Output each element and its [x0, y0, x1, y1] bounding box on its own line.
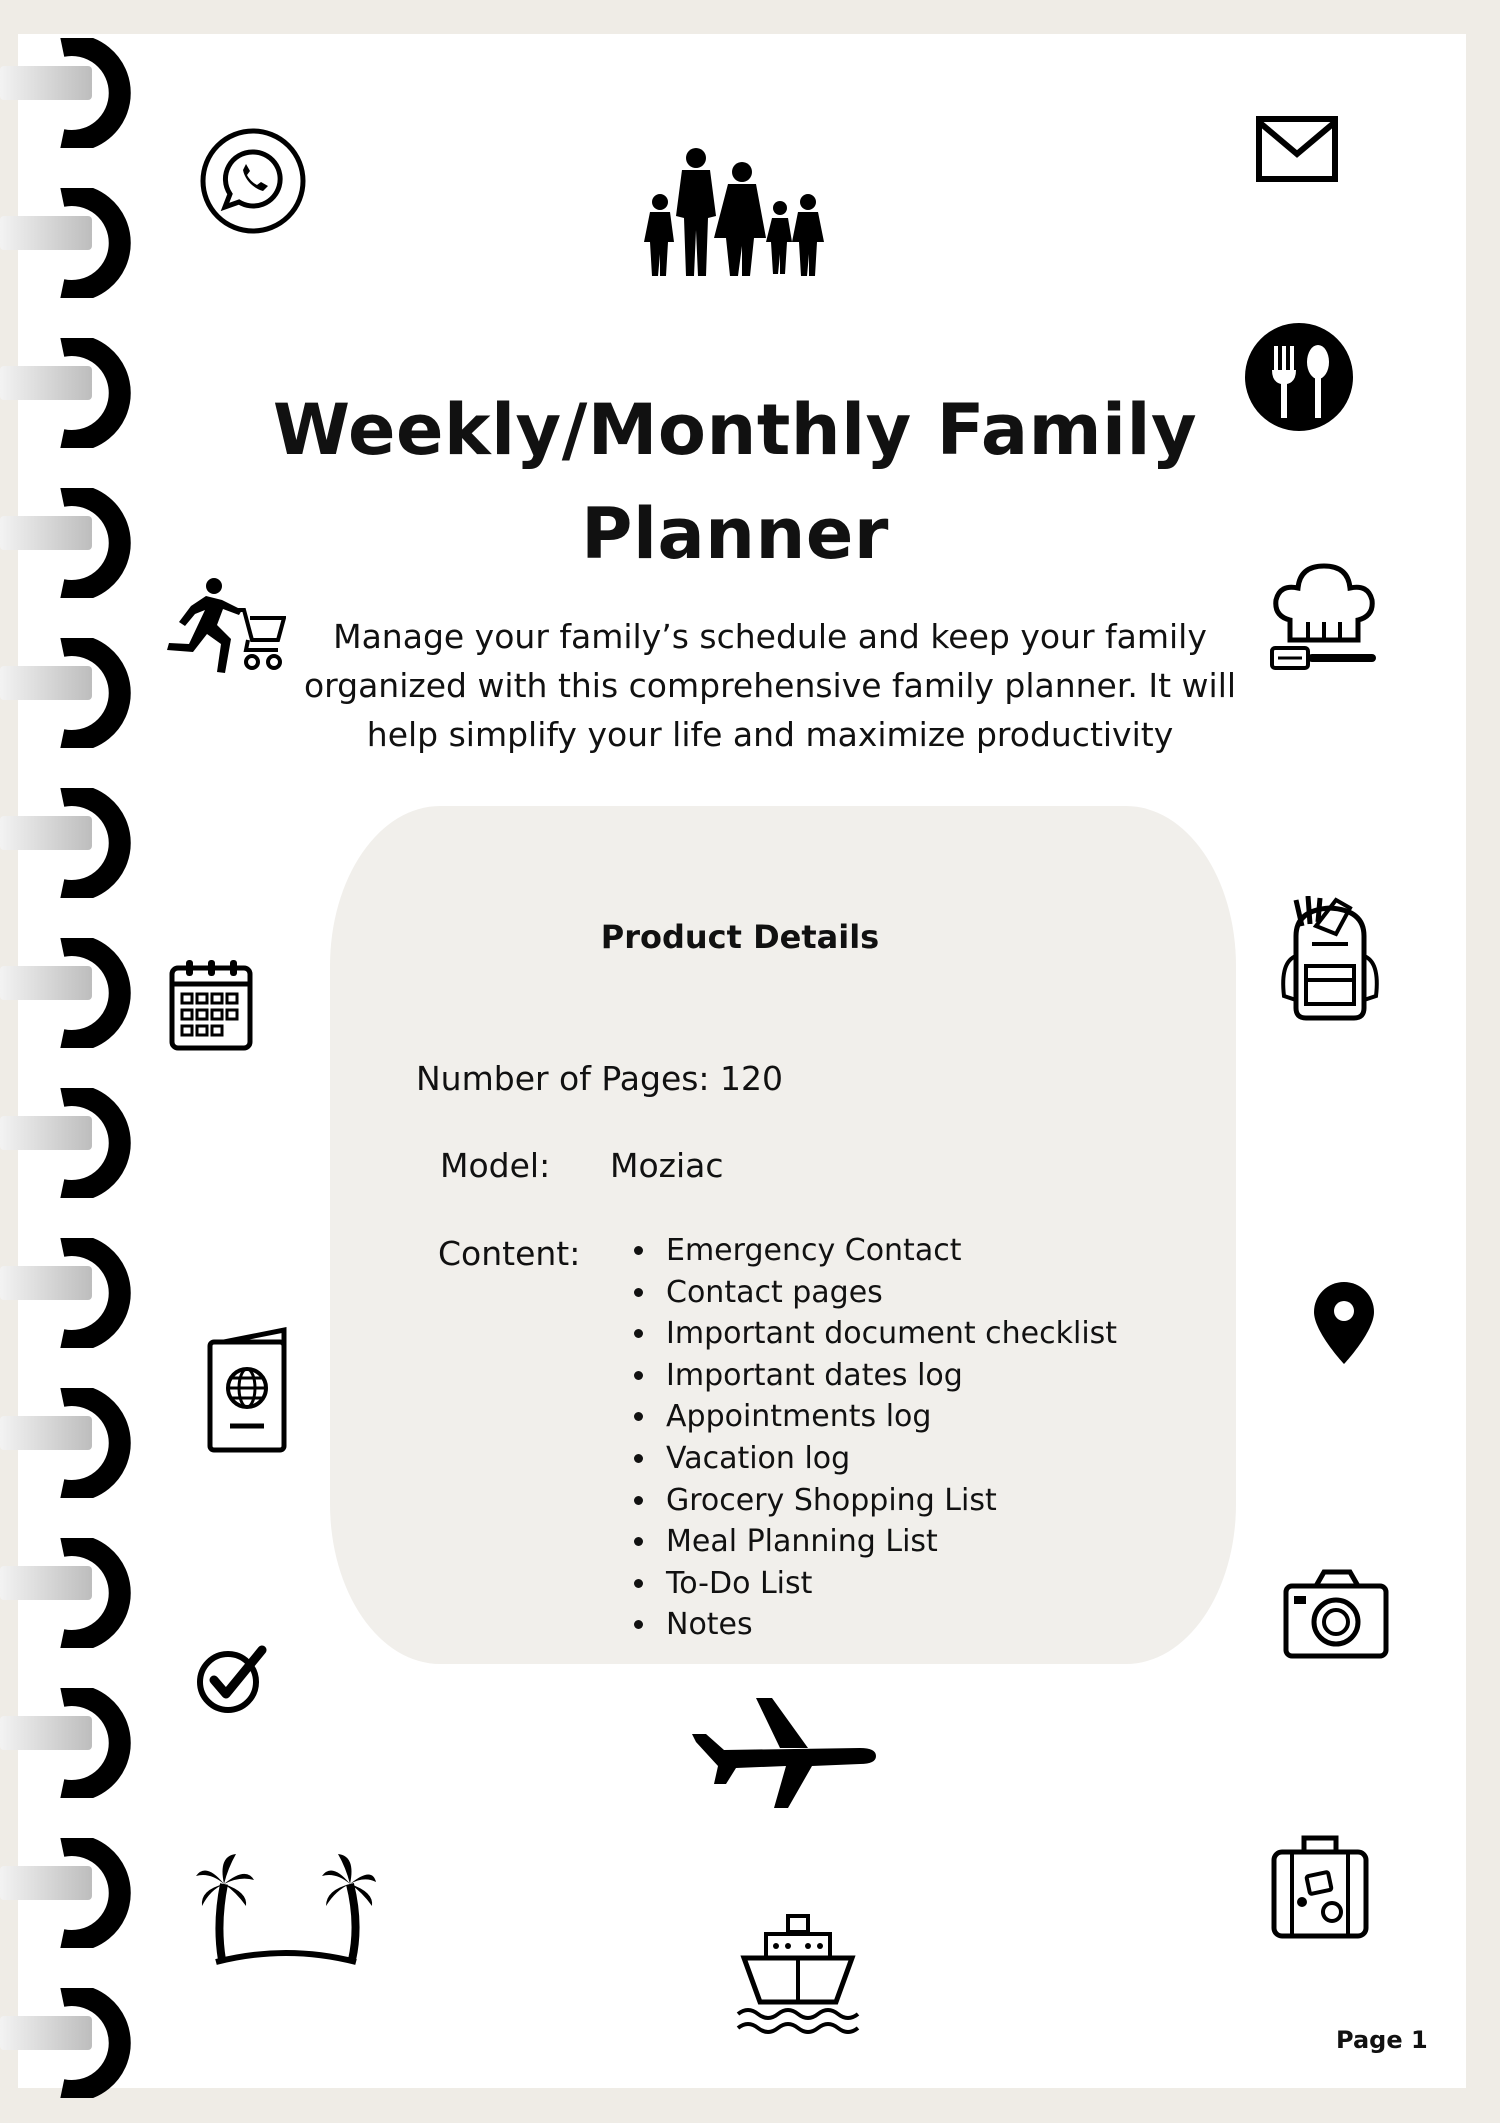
- suitcase-icon: [1270, 1830, 1370, 1940]
- location-pin-icon: [1312, 1280, 1376, 1366]
- spiral-ring-icon: [0, 1838, 140, 1948]
- model-row: [440, 1146, 724, 1185]
- spiral-ring-icon: [0, 38, 140, 148]
- model-label: Model:: [440, 1146, 551, 1185]
- family-silhouette-icon: [642, 146, 826, 278]
- airplane-icon: [690, 1694, 876, 1810]
- camera-icon: [1282, 1566, 1390, 1660]
- spiral-ring-icon: [0, 638, 140, 748]
- list-item: To-Do List: [630, 1563, 1117, 1605]
- fork-spoon-icon: [1244, 322, 1354, 432]
- spiral-ring-icon: [0, 788, 140, 898]
- list-item: Grocery Shopping List: [630, 1480, 1117, 1522]
- palm-island-icon: [196, 1854, 376, 1970]
- cruise-ship-icon: [736, 1914, 860, 2036]
- list-item: Contact pages: [630, 1272, 1117, 1314]
- content-list: [630, 1230, 1117, 1646]
- spiral-ring-icon: [0, 338, 140, 448]
- list-item: Appointments log: [630, 1396, 1117, 1438]
- spiral-binding: [0, 0, 140, 2123]
- whatsapp-icon: [198, 126, 308, 236]
- content-label: Content:: [438, 1234, 581, 1273]
- spiral-ring-icon: [0, 188, 140, 298]
- list-item: Notes: [630, 1604, 1117, 1646]
- product-details-heading: Product Details: [600, 918, 880, 956]
- passport-icon: [204, 1326, 300, 1456]
- spiral-ring-icon: [0, 1088, 140, 1198]
- spiral-ring-icon: [0, 488, 140, 598]
- page-title: Weekly/Monthly Family Planner: [272, 389, 1198, 575]
- list-item: Meal Planning List: [630, 1521, 1117, 1563]
- product-details-panel: [330, 806, 1236, 1664]
- spiral-ring-icon: [0, 1238, 140, 1348]
- spiral-ring-icon: [0, 1538, 140, 1648]
- list-item: Emergency Contact: [630, 1230, 1117, 1272]
- number-of-pages-text: Number of Pages: 120: [416, 1059, 784, 1098]
- spiral-ring-icon: [0, 1688, 140, 1798]
- list-item: Important document checklist: [630, 1313, 1117, 1355]
- list-item: Vacation log: [630, 1438, 1117, 1480]
- shopping-cart-runner-icon: [150, 576, 286, 676]
- page-number: Page 1: [1336, 2026, 1428, 2054]
- mail-icon: [1256, 116, 1338, 182]
- calendar-icon: [168, 958, 254, 1054]
- backpack-icon: [1276, 896, 1384, 1022]
- list-item: Important dates log: [630, 1355, 1117, 1397]
- intro-paragraph: Manage your family’s schedule and keep your family organized with this comprehensive family planner. It will help simplify your life and maximize productivity: [303, 617, 1237, 754]
- spiral-ring-icon: [0, 1388, 140, 1498]
- spiral-ring-icon: [0, 938, 140, 1048]
- model-value: Moziac: [610, 1146, 724, 1185]
- checkmark-icon: [196, 1644, 268, 1716]
- chef-hat-icon: [1268, 562, 1380, 674]
- spiral-ring-icon: [0, 1988, 140, 2098]
